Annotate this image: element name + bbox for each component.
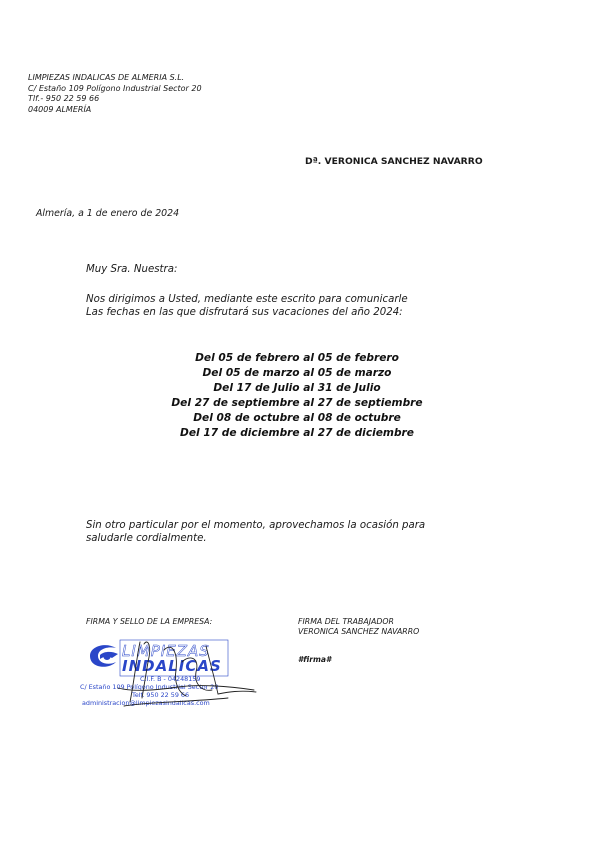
vacation-period: Del 17 de diciembre al 27 de diciembre: [180, 427, 414, 439]
company-address: C/ Estaño 109 Polígono Industrial Sector 20: [28, 83, 202, 93]
intro-line: Las fechas en las que disfrutará sus vacaciones del año 2024:: [86, 306, 403, 318]
vacation-period: Del 17 de Julio al 31 de Julio: [213, 382, 381, 394]
worker-signature-label: FIRMA DEL TRABAJADOR: [298, 617, 394, 626]
stamp-cif: C.I.F. B - 04248159: [140, 675, 201, 683]
vacation-period: Del 27 de septiembre al 27 de septiembre: [171, 397, 423, 409]
stamp-email: administracion@limpiezasindalicas.com: [82, 699, 210, 707]
intro-paragraph: [86, 294, 408, 319]
vacation-period: Del 05 de marzo al 05 de marzo: [202, 367, 392, 379]
handwritten-signature: [78, 632, 268, 717]
intro-line: Nos dirigimos a Usted, mediante este escrito para comunicarle: [86, 294, 408, 305]
stamp-logo-line1: LIMPIEZAS: [122, 642, 210, 660]
stamp-logo-line2: INDALICAS: [122, 657, 222, 675]
closing-paragraph: [86, 520, 425, 545]
greeting: Muy Sra. Nuestra:: [86, 264, 178, 275]
stamp-address: C/ Estaño 109 Polígono Industrial Sector 20: [80, 683, 219, 691]
closing-line: saludarle cordialmente.: [86, 532, 207, 544]
company-header: [28, 73, 202, 115]
worker-signature-block: [298, 617, 419, 637]
company-signature-label: FIRMA Y SELLO DE LA EMPRESA:: [86, 617, 213, 626]
company-stamp: [78, 632, 268, 717]
company-name: LIMPIEZAS INDALICAS DE ALMERIA S.L.: [28, 73, 185, 82]
worker-name: VERONICA SANCHEZ NAVARRO: [298, 627, 420, 636]
date-line: Almería, a 1 de enero de 2024: [36, 208, 180, 219]
closing-line: Sin otro particular por el momento, aprovechamos la ocasión para: [86, 520, 426, 531]
stamp-phone: Telf. 950 22 59 66: [132, 691, 190, 699]
vacation-period: Del 08 de octubre al 08 de octubre: [193, 412, 401, 424]
recipient-name: Dª. VERONICA SANCHEZ NAVARRO: [305, 156, 483, 167]
company-city: 04009 ALMERÍA: [28, 104, 92, 114]
worker-signature-placeholder: #firma#: [298, 655, 332, 664]
vacation-periods-list: [86, 351, 508, 441]
company-phone: Tlf.- 950 22 59 66: [28, 94, 100, 103]
vacation-period: Del 05 de febrero al 05 de febrero: [195, 352, 399, 364]
